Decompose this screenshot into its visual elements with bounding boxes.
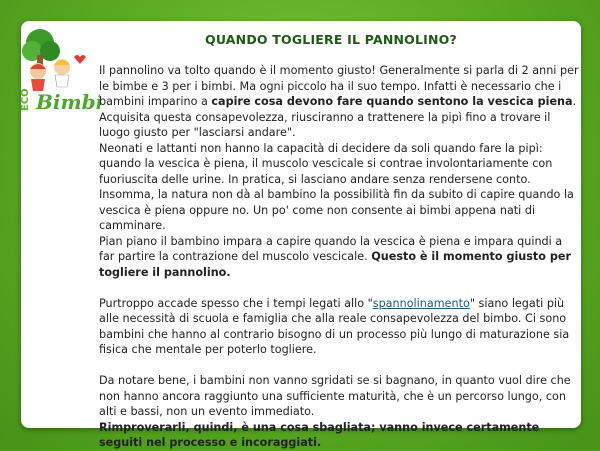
- paragraph-1-bold: capire cosa devono fare quando sentono la vescica piena: [211, 95, 573, 108]
- paragraph-1: [99, 63, 579, 141]
- spannolinamento-link[interactable]: spannolinamento: [372, 296, 470, 310]
- paragraph-3-text-a: Pian piano il bambino impara a capire quando la vescica è piena e impara quindi a far partire la contrazione del muscolo vescicale.: [99, 234, 563, 263]
- paragraph-4-text-b: " siano legati più alle necessità di scuola e famiglia che alla reale consapevolezza del bimbo. Ci sono bambini che hanno al contrario bisogno di un processo più lungo di maturazione sia fisica che mentale per poterlo togliere.: [99, 296, 570, 356]
- article-body: [99, 63, 579, 451]
- page-title: QUANDO TOGLIERE IL PANNOLINO?: [205, 32, 457, 47]
- svg-text:Bimbi: Bimbi: [36, 90, 100, 113]
- paragraph-4-text-a: Purtroppo accade spesso che i tempi legati allo ": [99, 296, 373, 310]
- paragraph-1-text-c: . Acquisita questa consapevolezza, riusciranno a trattenere la pipì fino a trovare il luogo giusto per "lasciarsi andare".: [99, 95, 577, 139]
- svg-text:ECO: ECO: [20, 88, 31, 111]
- spacer: [99, 358, 579, 374]
- spacer: [99, 280, 579, 296]
- paragraph-2: Neonati e lattanti non hanno la capacità di decidere da soli quando fare la pipì: quando la vescica è piena, il muscolo vescicale si contrae involontariamente con fuoriuscita delle urine. In pratica, si lasciano andare senza rendersene conto. Insomma, la natura non dà al bambino la possibilità fin da subito di capire quando la vescica è piena oppure no. Un po' come non consente ai bimbi appena nati di camminare.: [99, 141, 574, 232]
- paragraph-6: Rimproverarli, quindi, è una cosa sbagliata; vanno invece certamente seguiti nel processo e incoraggiati.: [99, 420, 540, 449]
- paragraph-5: Da notare bene, i bambini non vanno sgridati se si bagnano, in quanto vuol dire che non hanno ancora raggiunto una sufficiente maturità, che è un percorso lungo, con alti e bassi, non un evento immediato.: [99, 374, 571, 418]
- paragraph-4: [99, 296, 579, 358]
- ecobimbi-logo: [18, 27, 100, 113]
- paragraph-1-text-a: Il pannolino va tolto quando è il momento giusto! Generalmente si parla di 2 anni per le bimbe e 3 per i bimbi. Ma ogni piccolo ha il suo tempo. Infatti è necessario che i bambini imparino a: [99, 64, 579, 108]
- paragraph-3: [99, 234, 579, 281]
- paragraph-3-bold: Questo è il momento giusto per togliere il pannolino.: [99, 250, 571, 279]
